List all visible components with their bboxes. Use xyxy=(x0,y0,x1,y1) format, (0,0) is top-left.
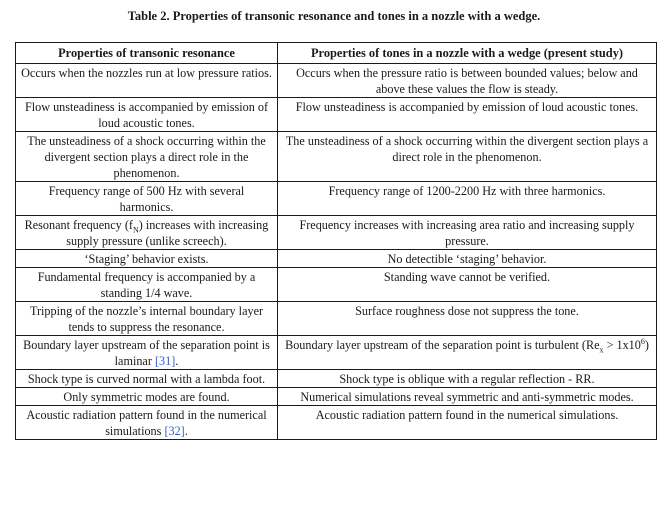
table-caption: Table 2. Properties of transonic resonance and tones in a nozzle with a wedge. xyxy=(127,9,541,23)
table-row xyxy=(16,406,657,440)
header-nozzle-wedge-tones: Properties of tones in a nozzle with a wedge (present study) xyxy=(278,43,657,64)
table-header-row xyxy=(16,43,657,64)
resonance-cell xyxy=(16,216,278,250)
wedge-cell: Frequency increases with increasing area ratio and increasing supply pressure. xyxy=(278,216,657,250)
cell-text: . xyxy=(175,354,179,368)
cell-text: Boundary layer upstream of the separation point is laminar xyxy=(23,338,270,368)
cell-text: . xyxy=(184,424,188,438)
table-row xyxy=(16,250,657,268)
wedge-cell: Acoustic radiation pattern found in the numerical simulations. xyxy=(278,406,657,440)
cell-text: > 1x10 xyxy=(603,338,641,352)
wedge-cell: The unsteadiness of a shock occurring within the divergent section plays a direct role in the phenomenon. xyxy=(278,132,657,182)
cell-text: Resonant frequency (f xyxy=(24,218,133,232)
table-row xyxy=(16,336,657,370)
cell-text: Acoustic radiation pattern found in the numerical simulations xyxy=(26,408,267,438)
reference-link-32[interactable]: [32] xyxy=(164,424,185,438)
wedge-cell: Surface roughness dose not suppress the tone. xyxy=(278,302,657,336)
resonance-cell: ‘Staging’ behavior exists. xyxy=(16,250,278,268)
properties-table xyxy=(15,42,657,440)
resonance-cell: Only symmetric modes are found. xyxy=(16,388,278,406)
frequency-subscript: N xyxy=(132,225,139,235)
exponent-superscript: 6 xyxy=(640,336,645,346)
resonance-cell: The unsteadiness of a shock occurring within the divergent section plays a direct role in the phenomenon. xyxy=(16,132,278,182)
wedge-cell: Numerical simulations reveal symmetric and anti-symmetric modes. xyxy=(278,388,657,406)
wedge-cell: Frequency range of 1200-2200 Hz with three harmonics. xyxy=(278,182,657,216)
resonance-cell: Fundamental frequency is accompanied by a standing 1/4 wave. xyxy=(16,268,278,302)
cell-text: Boundary layer upstream of the separation point is turbulent (Re xyxy=(285,338,600,352)
resonance-cell xyxy=(16,336,278,370)
table-row xyxy=(16,64,657,98)
wedge-cell: Occurs when the pressure ratio is between bounded values; below and above these values the flow is steady. xyxy=(278,64,657,98)
wedge-cell: Shock type is oblique with a regular reflection - RR. xyxy=(278,370,657,388)
table-row xyxy=(16,132,657,182)
reynolds-subscript: x xyxy=(599,345,604,355)
table-row xyxy=(16,268,657,302)
wedge-cell: Flow unsteadiness is accompanied by emission of loud acoustic tones. xyxy=(278,98,657,132)
wedge-cell: No detectible ‘staging’ behavior. xyxy=(278,250,657,268)
resonance-cell: Tripping of the nozzle’s internal boundary layer tends to suppress the resonance. xyxy=(16,302,278,336)
resonance-cell: Shock type is curved normal with a lambda foot. xyxy=(16,370,278,388)
table-row xyxy=(16,182,657,216)
cell-text: ) xyxy=(644,338,649,352)
wedge-cell xyxy=(278,336,657,370)
table-row xyxy=(16,98,657,132)
resonance-cell: Frequency range of 500 Hz with several harmonics. xyxy=(16,182,278,216)
resonance-cell: Flow unsteadiness is accompanied by emission of loud acoustic tones. xyxy=(16,98,278,132)
header-transonic-resonance: Properties of transonic resonance xyxy=(16,43,278,64)
table-row xyxy=(16,302,657,336)
table-row xyxy=(16,388,657,406)
resonance-cell: Occurs when the nozzles run at low pressure ratios. xyxy=(16,64,278,98)
wedge-cell: Standing wave cannot be verified. xyxy=(278,268,657,302)
reference-link-31[interactable]: [31] xyxy=(154,354,176,368)
table-row xyxy=(16,370,657,388)
resonance-cell xyxy=(16,406,278,440)
table-row xyxy=(16,216,657,250)
cell-text: ) increases with increasing supply pressure (unlike screech). xyxy=(66,218,269,248)
